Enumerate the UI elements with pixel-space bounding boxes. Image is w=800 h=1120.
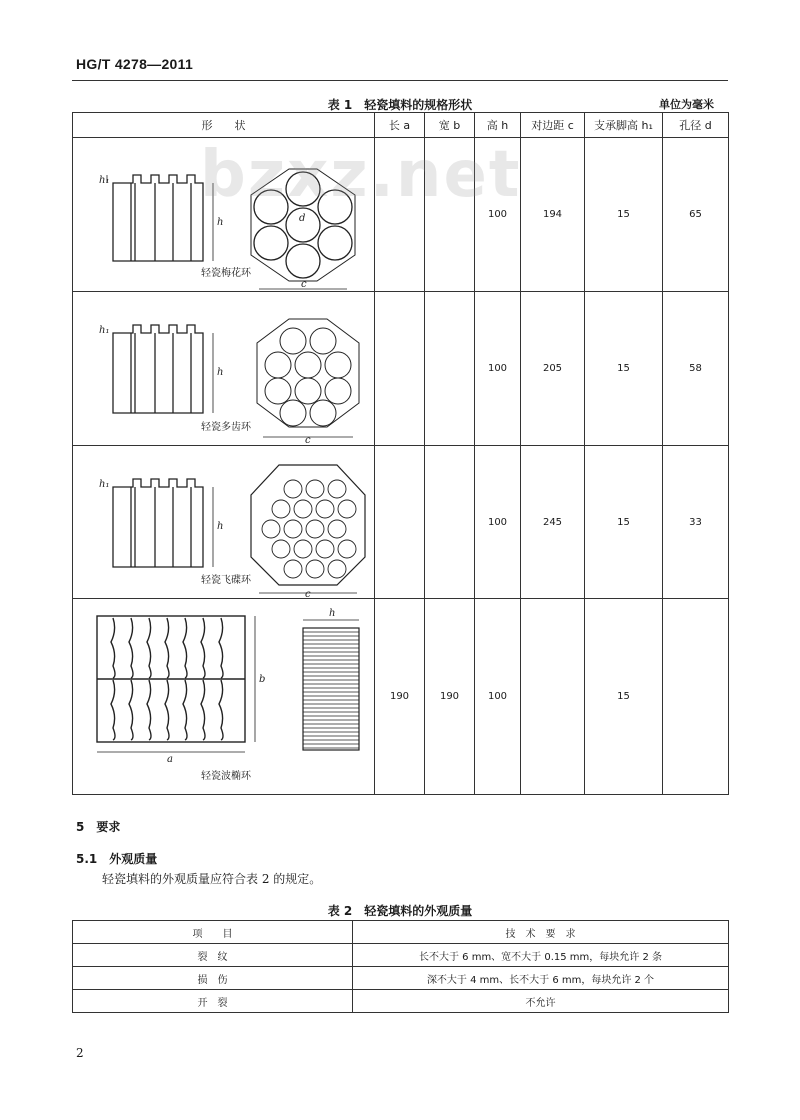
cell-item: 开 裂 — [73, 990, 353, 1013]
shape-drawing-wave-ellipse-ring — [73, 599, 375, 795]
table2-header-row — [73, 921, 729, 944]
watermark: bzxz.net — [200, 138, 522, 212]
label-h: h — [217, 366, 224, 378]
table2-caption: 表 2 轻瓷填料的外观质量 — [327, 904, 473, 918]
table-row — [73, 446, 729, 599]
cell-d: 58 — [663, 292, 729, 446]
col-requirement: 技 术 要 求 — [353, 921, 729, 944]
cell-h1: 15 — [585, 599, 663, 795]
shape-name: 轻瓷多齿环 — [201, 422, 251, 433]
cell-requirement: 不允许 — [353, 990, 729, 1013]
cell-a — [375, 292, 425, 446]
cell-h: 100 — [475, 446, 521, 599]
label-h1: h₁ — [99, 324, 110, 336]
cell-requirement: 深不大于 4 mm、长不大于 6 mm，每块允许 2 个 — [353, 967, 729, 990]
shape-drawing-ufo-ring — [73, 446, 375, 599]
label-h: h — [329, 607, 336, 619]
shape-name: 轻瓷飞碟环 — [201, 575, 251, 586]
table1-header-row — [73, 113, 729, 138]
cell-a — [375, 446, 425, 599]
cell-h1: 15 — [585, 138, 663, 292]
table1-caption: 表 1 轻瓷填料的规格形状 — [327, 98, 473, 112]
col-width-b: 宽 b — [425, 113, 475, 138]
col-support-height-h1: 支承脚高 h₁ — [585, 113, 663, 138]
shape-drawing-plum-ring — [73, 138, 375, 292]
wave-ellipse-ring-drawing — [73, 600, 373, 794]
cell-c — [521, 599, 585, 795]
col-length-a: 长 a — [375, 113, 425, 138]
header-rule — [72, 80, 728, 81]
label-b: b — [259, 673, 266, 685]
cell-a: 190 — [375, 599, 425, 795]
table-row — [73, 292, 729, 446]
label-c: c — [301, 278, 307, 290]
col-hole-diameter-d: 孔径 d — [663, 113, 729, 138]
section-5-1-paragraph: 轻瓷填料的外观质量应符合表 2 的规定。 — [102, 872, 322, 886]
label-c: c — [305, 588, 311, 598]
table-row — [73, 944, 729, 967]
shape-name: 轻瓷波椭环 — [201, 771, 251, 782]
section-5-title: 5 要求 — [76, 820, 121, 834]
label-h1: h₁ — [99, 478, 110, 490]
cell-b — [425, 446, 475, 599]
cell-d — [663, 599, 729, 795]
cell-item: 裂 纹 — [73, 944, 353, 967]
section-5-1-title: 5.1 外观质量 — [76, 852, 158, 866]
table-row — [73, 967, 729, 990]
cell-c: 205 — [521, 292, 585, 446]
table-row — [73, 990, 729, 1013]
slat-lines — [303, 632, 359, 748]
cell-b: 190 — [425, 599, 475, 795]
shape-drawing-multi-tooth-ring — [73, 292, 375, 446]
cell-d: 65 — [663, 138, 729, 292]
cell-b — [425, 292, 475, 446]
cell-c: 245 — [521, 446, 585, 599]
table1 — [72, 112, 729, 795]
shape-name: 轻瓷梅花环 — [201, 268, 251, 279]
cell-a — [375, 138, 425, 292]
cell-b — [425, 138, 475, 292]
cell-requirement: 长不大于 6 mm、宽不大于 0.15 mm，每块允许 2 条 — [353, 944, 729, 967]
cell-h1: 15 — [585, 292, 663, 446]
label-h1: h₁ — [99, 174, 110, 186]
table-row — [73, 138, 729, 292]
col-item: 项 目 — [73, 921, 353, 944]
label-d: d — [299, 212, 306, 224]
cell-h: 100 — [475, 138, 521, 292]
page-number: 2 — [76, 1046, 84, 1060]
label-h: h — [217, 520, 224, 532]
table2 — [72, 920, 729, 1013]
table1-unit: 单位为毫米 — [659, 98, 714, 111]
label-c: c — [305, 434, 311, 445]
standard-code: HG/T 4278—2011 — [76, 56, 194, 72]
label-h: h — [217, 216, 224, 228]
cell-h1: 15 — [585, 446, 663, 599]
table-row — [73, 599, 729, 795]
cell-h: 100 — [475, 599, 521, 795]
cell-d: 33 — [663, 446, 729, 599]
col-height-h: 高 h — [475, 113, 521, 138]
cell-item: 损 伤 — [73, 967, 353, 990]
cell-c: 194 — [521, 138, 585, 292]
cell-h: 100 — [475, 292, 521, 446]
label-a: a — [167, 753, 173, 765]
col-shape: 形 状 — [73, 113, 375, 138]
col-across-flats-c: 对边距 c — [521, 113, 585, 138]
